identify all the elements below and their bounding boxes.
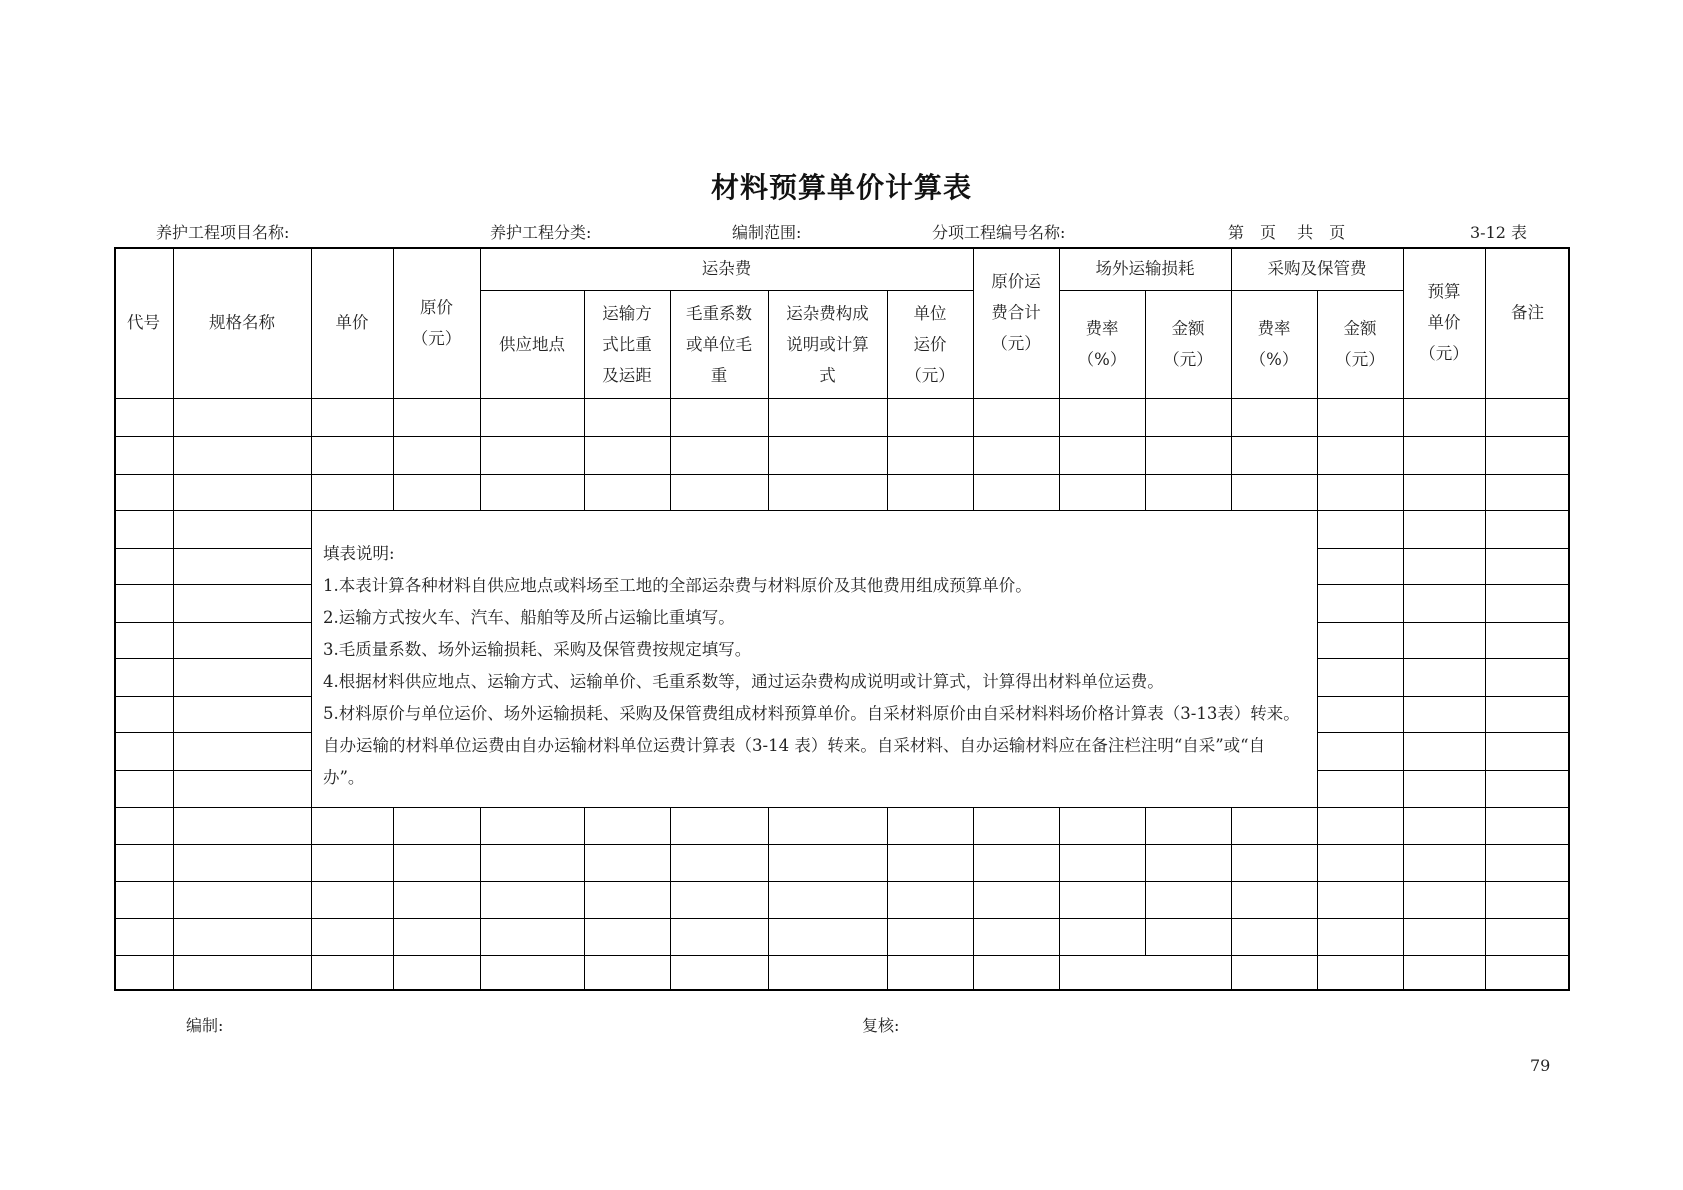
- column-line: [973, 807, 974, 844]
- column-line: [480, 474, 481, 510]
- column-line: [584, 436, 585, 474]
- column-line: [311, 918, 312, 955]
- column-line: [173, 474, 174, 510]
- header-gross-weight: 毛重系数 或单位毛 重: [686, 303, 752, 385]
- row-line: [114, 436, 1570, 437]
- column-line: [1231, 955, 1232, 991]
- row-line: [1317, 658, 1570, 659]
- header-loss-rate: 费率 （%）: [1077, 319, 1127, 369]
- column-line: [887, 807, 888, 844]
- column-line: [1145, 881, 1146, 918]
- column-line: [1403, 510, 1404, 548]
- column-line: [1485, 807, 1486, 844]
- column-line: [1317, 436, 1318, 474]
- column-line: [1059, 844, 1060, 881]
- header-loss-amount: 金额 （元）: [1163, 319, 1213, 369]
- column-line: [1485, 955, 1486, 991]
- column-line: [1059, 474, 1060, 510]
- column-line: [393, 474, 394, 510]
- column-line: [1317, 510, 1318, 548]
- column-line: [311, 548, 312, 584]
- column-line: [670, 398, 671, 436]
- row-line: [1317, 548, 1570, 549]
- column-line: [670, 881, 671, 918]
- column-line: [1317, 584, 1318, 622]
- column-line: [1317, 770, 1318, 807]
- column-line: [1485, 732, 1486, 770]
- column-line: [173, 955, 174, 991]
- reviewed-by-label: 复核:: [862, 1016, 900, 1035]
- column-line: [1145, 436, 1146, 474]
- row-line: [114, 548, 311, 549]
- column-line: [670, 807, 671, 844]
- column-line: [1231, 398, 1232, 436]
- column-line: [311, 658, 312, 696]
- column-line: [1317, 398, 1318, 436]
- column-line: [973, 881, 974, 918]
- row-line: [1317, 584, 1570, 585]
- column-line: [887, 881, 888, 918]
- column-line: [311, 584, 312, 622]
- row-line: [114, 622, 311, 623]
- column-line: [584, 474, 585, 510]
- column-line: [1317, 622, 1318, 658]
- column-line: [768, 436, 769, 474]
- column-line: [1485, 696, 1486, 732]
- column-line: [584, 955, 585, 991]
- column-line: [1403, 658, 1404, 696]
- column-line: [311, 510, 312, 548]
- column-line: [173, 436, 174, 474]
- header-code: 代号: [127, 313, 160, 332]
- column-line: [173, 696, 174, 732]
- column-line: [1403, 881, 1404, 918]
- column-line: [480, 807, 481, 844]
- column-line: [1231, 844, 1232, 881]
- column-line: [1403, 474, 1404, 510]
- column-line: [1403, 622, 1404, 658]
- row-line: [114, 844, 1570, 845]
- header-spec-name: 规格名称: [209, 313, 275, 332]
- column-line: [768, 844, 769, 881]
- column-line: [173, 510, 174, 548]
- column-line: [1231, 474, 1232, 510]
- column-line: [1485, 584, 1486, 622]
- column-line: [1231, 918, 1232, 955]
- column-line: [1231, 436, 1232, 474]
- column-line: [670, 436, 671, 474]
- column-line: [768, 807, 769, 844]
- column-line: [1403, 770, 1404, 807]
- page-number: 79: [1530, 1056, 1551, 1075]
- instructions-heading: 填表说明:: [323, 544, 395, 563]
- column-line: [173, 844, 174, 881]
- row-line: [1317, 696, 1570, 697]
- column-line: [393, 844, 394, 881]
- column-line: [173, 398, 174, 436]
- column-line: [1403, 918, 1404, 955]
- column-line: [1231, 881, 1232, 918]
- column-line: [1145, 474, 1146, 510]
- header-supply-place: 供应地点: [499, 334, 565, 354]
- column-line: [311, 622, 312, 658]
- column-line: [311, 696, 312, 732]
- column-line: [1485, 474, 1486, 510]
- row-line: [114, 918, 1570, 919]
- column-line: [670, 918, 671, 955]
- column-line: [1145, 807, 1146, 844]
- header-remarks: 备注: [1511, 303, 1544, 322]
- column-line: [1317, 474, 1318, 510]
- column-line: [1403, 436, 1404, 474]
- column-line: [887, 474, 888, 510]
- column-line: [1403, 844, 1404, 881]
- instruction-item: 3.毛质量系数、场外运输损耗、采购及保管费按规定填写。: [323, 640, 752, 659]
- column-line: [670, 844, 671, 881]
- header-unit-freight: 单位 运价 （元）: [905, 303, 955, 385]
- column-line: [1485, 398, 1486, 436]
- row-line: [1317, 770, 1570, 771]
- header-loss-group: 场外运输损耗: [1095, 259, 1195, 278]
- header-original-price: 原价 （元）: [411, 297, 462, 348]
- instruction-item: 5.材料原价与单位运价、场外运输损耗、采购及保管费组成材料预算单价。自采材料原价由自采材料料场价格计算表（3-13表）转来。自办运输的材料单位运费由自办运输材料单位运费计算表（3-14 表）转来。自采材料、自办运输材料应在备注栏注明“自采”或“自办”。: [323, 704, 1300, 787]
- column-line: [973, 398, 974, 436]
- column-line: [1403, 732, 1404, 770]
- column-line: [311, 770, 312, 807]
- column-line: [311, 732, 312, 770]
- column-line: [393, 398, 394, 436]
- instruction-item: 2.运输方式按火车、汽车、船舶等及所占运输比重填写。: [323, 608, 735, 627]
- column-line: [1231, 807, 1232, 844]
- header-purchase-group: 采购及保管费: [1267, 259, 1367, 278]
- column-line: [1145, 918, 1146, 955]
- column-line: [1403, 548, 1404, 584]
- column-line: [173, 622, 174, 658]
- column-line: [973, 474, 974, 510]
- column-line: [173, 548, 174, 584]
- column-line: [173, 658, 174, 696]
- header-purchase-amount: 金额 （元）: [1335, 319, 1385, 369]
- header-freight-description: 运杂费构成 说明或计算 式: [786, 303, 869, 385]
- column-line: [887, 398, 888, 436]
- column-line: [1145, 398, 1146, 436]
- row-line: [114, 770, 311, 771]
- header-transport-mode: 运输方 式比重 及运距: [602, 303, 652, 385]
- column-line: [1317, 955, 1318, 991]
- column-line: [887, 436, 888, 474]
- row-line: [114, 658, 311, 659]
- column-line: [393, 955, 394, 991]
- row-line: [114, 807, 1570, 808]
- column-line: [1317, 548, 1318, 584]
- column-line: [311, 844, 312, 881]
- column-line: [1145, 844, 1146, 881]
- column-line: [173, 732, 174, 770]
- column-line: [1317, 732, 1318, 770]
- column-line: [1317, 807, 1318, 844]
- header-freight-group: 运杂费: [701, 259, 752, 278]
- column-line: [1485, 548, 1486, 584]
- column-line: [480, 955, 481, 991]
- column-line: [311, 881, 312, 918]
- column-line: [768, 918, 769, 955]
- column-line: [480, 844, 481, 881]
- column-line: [768, 955, 769, 991]
- column-line: [584, 881, 585, 918]
- column-line: [1317, 658, 1318, 696]
- row-line: [114, 510, 1570, 511]
- row-line: [114, 398, 1570, 399]
- project-name-label: 养护工程项目名称:: [156, 223, 290, 242]
- subitem-label: 分项工程编号名称:: [932, 223, 1066, 242]
- column-line: [973, 955, 974, 991]
- column-line: [1403, 398, 1404, 436]
- column-line: [480, 398, 481, 436]
- column-line: [670, 474, 671, 510]
- column-line: [584, 807, 585, 844]
- column-line: [173, 807, 174, 844]
- column-line: [1059, 807, 1060, 844]
- column-line: [1403, 696, 1404, 732]
- column-line: [311, 955, 312, 991]
- column-line: [173, 881, 174, 918]
- row-line: [114, 732, 311, 733]
- page-title: 材料预算单价计算表: [710, 171, 972, 204]
- category-label: 养护工程分类:: [490, 223, 592, 242]
- column-line: [1059, 436, 1060, 474]
- column-line: [480, 918, 481, 955]
- form-number: 3-12 表: [1470, 223, 1528, 242]
- column-line: [768, 474, 769, 510]
- column-line: [1403, 807, 1404, 844]
- column-line: [1317, 844, 1318, 881]
- column-line: [1485, 770, 1486, 807]
- column-line: [480, 881, 481, 918]
- column-line: [1485, 510, 1486, 548]
- column-line: [1485, 658, 1486, 696]
- column-line: [1485, 622, 1486, 658]
- column-line: [1317, 881, 1318, 918]
- filling-instructions: [323, 538, 1303, 794]
- column-line: [973, 436, 974, 474]
- column-line: [173, 918, 174, 955]
- column-line: [887, 918, 888, 955]
- column-line: [393, 807, 394, 844]
- column-line: [1059, 918, 1060, 955]
- row-line: [114, 584, 311, 585]
- header-purchase-rate: 费率 （%）: [1249, 319, 1299, 369]
- column-line: [768, 881, 769, 918]
- column-line: [1485, 844, 1486, 881]
- column-line: [173, 770, 174, 807]
- column-line: [311, 398, 312, 436]
- row-line: [114, 955, 1570, 956]
- page-count-label: 第 页 共 页: [1228, 223, 1346, 242]
- row-line: [1317, 732, 1570, 733]
- column-line: [887, 844, 888, 881]
- prepared-by-label: 编制:: [186, 1016, 224, 1035]
- column-line: [311, 436, 312, 474]
- column-line: [1485, 918, 1486, 955]
- column-line: [584, 398, 585, 436]
- instruction-item: 1.本表计算各种材料自供应地点或料场至工地的全部运杂费与材料原价及其他费用组成预算单价。: [323, 576, 1032, 595]
- column-line: [973, 844, 974, 881]
- header-budget-price: 预算 单价 （元）: [1419, 282, 1469, 363]
- row-line: [1317, 622, 1570, 623]
- column-line: [480, 436, 481, 474]
- header-unit-price: 单价: [335, 313, 369, 332]
- column-line: [393, 436, 394, 474]
- row-line: [114, 474, 1570, 475]
- column-line: [973, 918, 974, 955]
- column-line: [768, 398, 769, 436]
- column-line: [584, 844, 585, 881]
- column-line: [1059, 881, 1060, 918]
- column-line: [1059, 955, 1060, 991]
- column-line: [311, 807, 312, 844]
- column-line: [1059, 398, 1060, 436]
- column-line: [173, 584, 174, 622]
- header-original-freight-total: 原价运 费合计 （元）: [991, 272, 1041, 353]
- column-line: [393, 881, 394, 918]
- column-line: [1485, 881, 1486, 918]
- column-line: [584, 918, 585, 955]
- column-line: [1485, 436, 1486, 474]
- column-line: [393, 918, 394, 955]
- instruction-item: 4.根据材料供应地点、运输方式、运输单价、毛重系数等，通过运杂费构成说明或计算式，计算得出材料单位运费。: [323, 672, 1164, 691]
- row-line: [114, 696, 311, 697]
- column-line: [1317, 918, 1318, 955]
- column-line: [311, 474, 312, 510]
- scope-label: 编制范围:: [732, 223, 802, 242]
- column-line: [887, 955, 888, 991]
- column-line: [1403, 955, 1404, 991]
- column-line: [670, 955, 671, 991]
- column-line: [1403, 584, 1404, 622]
- column-line: [1317, 696, 1318, 732]
- row-line: [114, 881, 1570, 882]
